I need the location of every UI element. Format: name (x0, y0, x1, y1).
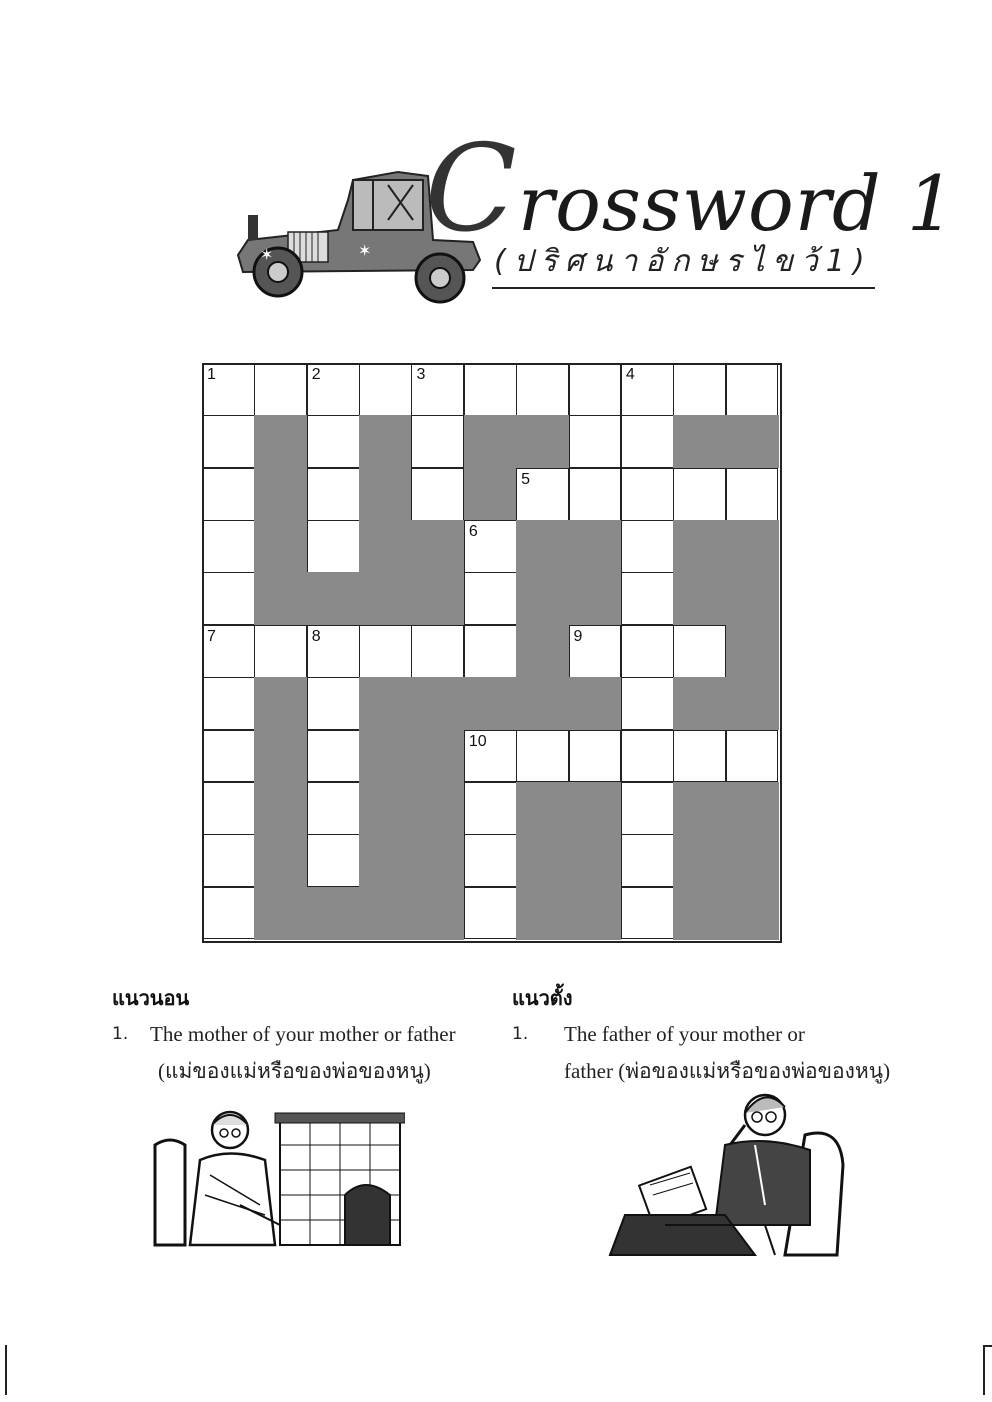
grid-block (726, 520, 779, 573)
down-heading: แนวตั้ง (512, 986, 573, 1010)
grid-cell[interactable] (464, 782, 517, 835)
cell-number: 8 (311, 627, 321, 645)
grid-cell[interactable] (464, 572, 517, 625)
grid-cell[interactable] (464, 834, 517, 887)
cell-number: 1 (207, 366, 216, 383)
grid-cell[interactable] (359, 625, 412, 678)
grid-block (569, 887, 622, 940)
grid-block (359, 468, 412, 521)
grid-block (411, 887, 464, 940)
across-heading: แนวนอน (112, 986, 190, 1010)
grid-cell[interactable] (621, 730, 674, 783)
grid-block (254, 834, 307, 887)
grid-cell[interactable] (202, 887, 255, 940)
grid-block (254, 520, 307, 573)
grid-cell[interactable] (621, 363, 674, 416)
grid-block (411, 834, 464, 887)
grid-block (516, 834, 569, 887)
grid-block (359, 782, 412, 835)
grid-cell[interactable] (621, 520, 674, 573)
grid-cell[interactable] (464, 363, 517, 416)
grid-cell[interactable] (464, 625, 517, 678)
grid-cell[interactable] (726, 363, 779, 416)
grid-cell[interactable] (307, 677, 360, 730)
grid-block (516, 625, 569, 678)
grandmother-knitting-illustration (150, 1105, 405, 1250)
grid-cell[interactable] (516, 730, 569, 783)
grid-cell[interactable] (202, 730, 255, 783)
grid-block (673, 572, 726, 625)
cell-number: 10 (468, 732, 487, 750)
grid-cell[interactable] (621, 677, 674, 730)
grid-block (726, 572, 779, 625)
grid-cell[interactable] (307, 730, 360, 783)
clue-line-1: The mother of your mother or father (150, 1022, 456, 1046)
grid-block (254, 677, 307, 730)
grid-cell[interactable] (411, 468, 464, 521)
grid-cell[interactable] (307, 625, 360, 678)
grid-cell[interactable] (464, 887, 517, 940)
grid-block (411, 572, 464, 625)
grid-cell[interactable] (464, 520, 517, 573)
title-subtitle: (ปริศนาอักษรไขว้1) (492, 238, 875, 289)
across-clue-1 (112, 1016, 502, 1096)
grid-block (359, 520, 412, 573)
grid-cell[interactable] (254, 625, 307, 678)
grid-block (673, 677, 726, 730)
grid-cell[interactable] (202, 782, 255, 835)
grid-cell[interactable] (202, 625, 255, 678)
grid-cell[interactable] (202, 677, 255, 730)
cell-number: 6 (468, 523, 478, 541)
clue-text (564, 1016, 894, 1090)
grid-block (359, 415, 412, 468)
grid-block (516, 415, 569, 468)
title-main-text: rossword 1 (517, 159, 957, 248)
grid-block (726, 834, 779, 887)
grid-block (464, 415, 517, 468)
grid-block (254, 887, 307, 940)
title-initial: C (425, 120, 518, 259)
clue-line-1: The father of your mother or (564, 1022, 805, 1046)
cell-number: 9 (573, 627, 583, 645)
cell-number: 7 (207, 627, 216, 645)
grid-cell[interactable] (307, 834, 360, 887)
grid-block (254, 572, 307, 625)
cell-number: 2 (311, 366, 321, 383)
grid-block (254, 468, 307, 521)
grid-cell[interactable] (307, 415, 360, 468)
grid-cell[interactable] (411, 625, 464, 678)
grid-cell[interactable] (569, 363, 622, 416)
right-margin-corner (983, 1345, 992, 1347)
grid-block (569, 834, 622, 887)
grid-cell[interactable] (621, 625, 674, 678)
grid-cell[interactable] (202, 415, 255, 468)
cell-number: 4 (625, 366, 635, 383)
grid-block (254, 415, 307, 468)
grid-cell[interactable] (569, 625, 622, 678)
grid-block (516, 782, 569, 835)
grid-cell[interactable] (516, 468, 569, 521)
grid-block (411, 730, 464, 783)
grid-cell[interactable] (307, 520, 360, 573)
grid-cell[interactable] (516, 363, 569, 416)
cell-number: 5 (521, 470, 531, 488)
clue-number: 1. (112, 1024, 129, 1044)
grid-block (726, 625, 779, 678)
grid-block (673, 782, 726, 835)
grid-cell[interactable] (673, 363, 726, 416)
grid-block (464, 677, 517, 730)
grid-block (726, 677, 779, 730)
grid-block (516, 887, 569, 940)
grid-block (411, 677, 464, 730)
grid-block (673, 415, 726, 468)
grid-block (359, 677, 412, 730)
grid-cell[interactable] (307, 468, 360, 521)
grid-cell[interactable] (621, 415, 674, 468)
grid-block (464, 468, 517, 521)
grid-cell[interactable] (726, 468, 779, 521)
down-clue-1 (512, 1016, 902, 1096)
svg-text:✶: ✶ (358, 241, 372, 260)
grid-block (411, 520, 464, 573)
grid-cell[interactable] (673, 625, 726, 678)
grid-block (673, 834, 726, 887)
grid-cell[interactable] (202, 468, 255, 521)
clue-line-2: father (พ่อของแม่หรือของพ่อของหนู) (564, 1059, 891, 1083)
grid-cell[interactable] (621, 887, 674, 940)
grid-block (359, 572, 412, 625)
grid-block (359, 887, 412, 940)
grid-cell[interactable] (569, 730, 622, 783)
right-margin-mark (983, 1345, 985, 1395)
clue-line-2: (แม่ของแม่หรือของพ่อของหนู) (158, 1059, 431, 1083)
grid-cell[interactable] (202, 572, 255, 625)
grid-cell[interactable] (621, 834, 674, 887)
grid-block (516, 572, 569, 625)
grid-cell[interactable] (202, 520, 255, 573)
grid-cell[interactable] (411, 415, 464, 468)
grid-block (726, 415, 779, 468)
svg-text:✶: ✶ (260, 245, 274, 264)
grid-cell[interactable] (621, 782, 674, 835)
grid-block (359, 730, 412, 783)
left-margin-mark (5, 1345, 7, 1395)
grid-cell[interactable] (673, 468, 726, 521)
grandfather-reading-illustration (605, 1085, 845, 1260)
grid-cell[interactable] (307, 363, 360, 416)
grid-cell[interactable] (411, 363, 464, 416)
grid-cell[interactable] (621, 572, 674, 625)
grid-cell[interactable] (569, 468, 622, 521)
grid-cell[interactable] (202, 834, 255, 887)
grid-block (569, 572, 622, 625)
grid-cell[interactable] (202, 363, 255, 416)
grid-cell[interactable] (673, 730, 726, 783)
grid-block (569, 520, 622, 573)
grid-block (673, 887, 726, 940)
grid-cell[interactable] (359, 363, 412, 416)
grid-block (516, 520, 569, 573)
grid-cell[interactable] (254, 363, 307, 416)
grid-cell[interactable] (307, 782, 360, 835)
grid-block (307, 887, 360, 940)
crossword-grid (202, 363, 782, 943)
grid-block (569, 782, 622, 835)
grid-block (254, 782, 307, 835)
grid-block (726, 782, 779, 835)
grid-block (411, 782, 464, 835)
grid-cell[interactable] (464, 730, 517, 783)
clue-text (150, 1016, 530, 1090)
grid-cell[interactable] (621, 468, 674, 521)
grid-block (673, 520, 726, 573)
clue-number: 1. (512, 1024, 529, 1044)
grid-cell[interactable] (569, 415, 622, 468)
cell-number: 3 (416, 366, 426, 383)
grid-block (307, 572, 360, 625)
grid-cell[interactable] (726, 730, 779, 783)
grid-block (726, 887, 779, 940)
grid-block (516, 677, 569, 730)
grid-block (359, 834, 412, 887)
grid-block (569, 677, 622, 730)
grid-block (254, 730, 307, 783)
